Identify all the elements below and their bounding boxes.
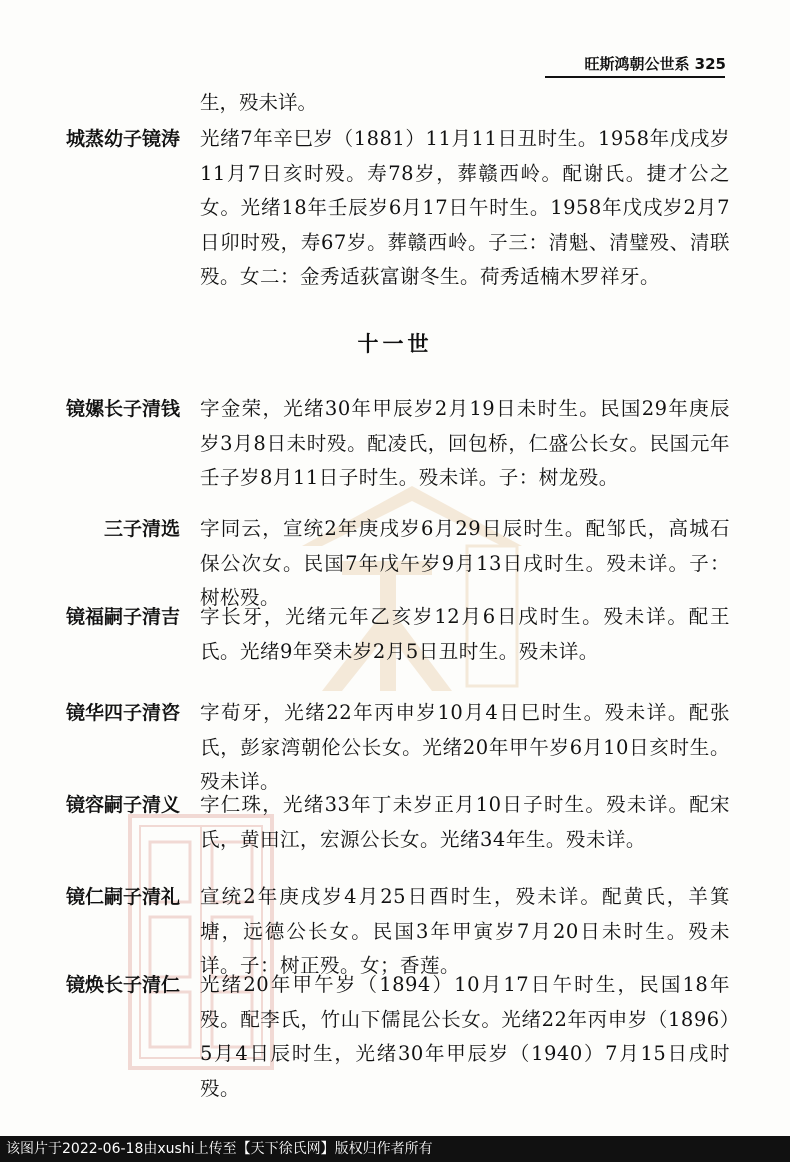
entry-label: 镜焕长子清仁 xyxy=(65,974,180,996)
entry-label: 镜仁嗣子清礼 xyxy=(65,886,180,908)
entry-text: 字金荣，光绪30年甲辰岁2月19日未时生。民国29年庚辰岁3月8日未时殁。配凌氏，回包桥，仁盛公长女。民国元年壬子岁8月11日子时生。殁未详。子：树龙殁。 xyxy=(200,397,730,489)
header-rule xyxy=(545,76,725,78)
generation-title: 十一世 xyxy=(357,332,433,356)
running-header: 旺斯鸿朝公世系 325 xyxy=(584,55,726,73)
continuation-text: 生，殁未详。 xyxy=(200,91,318,114)
entry-label: 城蒸幼子镜涛 xyxy=(65,128,180,150)
entry-label: 镜福嗣子清吉 xyxy=(65,606,180,628)
entry-text: 字仁珠，光绪33年丁未岁正月10日子时生。殁未详。配宋氏，黄田江，宏源公长女。光绪34年生。殁未详。 xyxy=(200,793,730,851)
entry-text: 字荀牙，光绪22年丙申岁10月4日巳时生。殁未详。配张氏，彭家湾朝伦公长女。光绪20年甲午岁6月10日亥时生。殁未详。 xyxy=(200,701,730,793)
entry-text: 字长牙，光绪元年乙亥岁12月6日戌时生。殁未详。配王氏。光绪9年癸未岁2月5日丑时生。殁未详。 xyxy=(200,605,730,663)
entry-label: 镜华四子清咨 xyxy=(65,702,180,724)
entry-label: 镜容嗣子清义 xyxy=(65,794,180,816)
entry-label: 镜嫘长子清钱 xyxy=(65,398,180,420)
entry-text: 光绪20年甲午岁（1894）10月17日午时生，民国18年殁。配李氏，竹山下儒昆公长女。光绪22年丙申岁（1896）5月4日辰时生，光绪30年甲辰岁（1940）7月15日戌时殁。 xyxy=(200,973,730,1100)
entry-text: 光绪7年辛巳岁（1881）11月11日丑时生。1958年戊戌岁11月7日亥时殁。寿78岁，葬赣西岭。配谢氏。捷才公之女。光绪18年壬辰岁6月17日午时生。1958年戊戌岁2月7日卯时殁，寿67岁。葬赣西岭。子三：清魁、清璧殁、清联殁。女二：金秀适荻富谢冬生。荷秀适楠木罗祥牙。 xyxy=(200,127,730,288)
upload-notice-bar: 该图片于2022-06-18由xushi上传至【天下徐氏网】版权归作者所有 xyxy=(0,1136,790,1162)
entry-label: 三子清选 xyxy=(103,518,180,540)
entry-text: 字同云，宣统2年庚戌岁6月29日辰时生。配邹氏，高城石保公次女。民国7年戊午岁9月13日戌时生。殁未详。子：树松殁。 xyxy=(200,517,730,609)
entry-text: 宣统2年庚戌岁4月25日酉时生，殁未详。配黄氏，羊箕塘，远德公长女。民国3年甲寅岁7月20日未时生。殁未详。子：树正殁。女；香莲。 xyxy=(200,885,730,977)
